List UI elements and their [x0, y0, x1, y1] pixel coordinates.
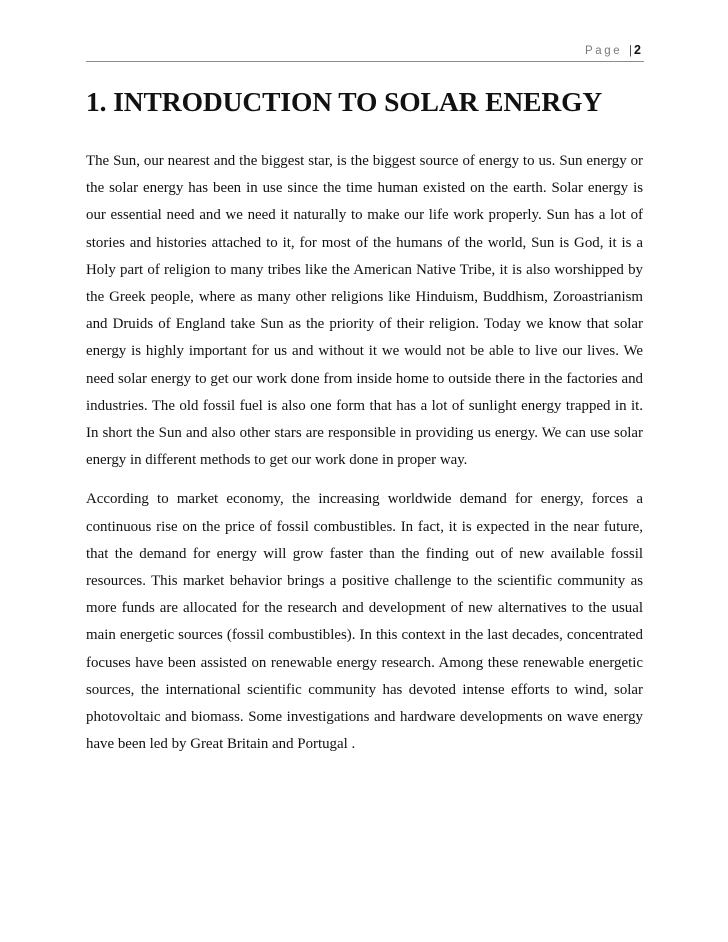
page-number-label [585, 43, 641, 57]
page-number: 2 [634, 43, 641, 57]
page-header [86, 44, 644, 62]
paragraph-2: According to market economy, the increasing worldwide demand for energy, forces a continuous rise on the price of fossil combustibles. In fact, it is expected in the near future, that the demand for energy will grow faster than the finding out of new available fossil resources. This market behavior brings a positive challenge to the scientific community as more funds are allocated for the research and development of new alternatives to the usual main energetic sources (fossil combustibles). In this context in the last decades, concentrated focuses have been assisted on renewable energy research. Among these renewable energetic sources, the international scientific community has devoted intense efforts to wind, solar photovoltaic and biomass. Some investigations and hardware developments on wave energy have been led by Great Britain and Portugal . [86, 491, 643, 753]
paragraph-1: The Sun, our nearest and the biggest star, is the biggest source of energy to us. Sun energy or the solar energy has been in use since the time human existed on the earth. Solar energy is our essential need and we need it naturally to make our life work properly. Sun has a lot of stories and histories attached to it, for most of the humans of the world, Sun is God, it is a Holy part of religion to many tribes like the American Native Tribe, it is also worshipped by the Greek people, where as many other religions like Hinduism, Buddhism, Zoroastrianism and Druids of England take Sun as the priority of their religion. Today we know that solar energy is highly important for us and without it we would not be able to live our lives. We need solar energy to get our work done from inside home to outside there in the factories and industries. The old fossil fuel is also one form that has a lot of sunlight energy trapped in it. In short the Sun and also other stars are responsible in providing us energy. We can use solar energy in different methods to get our work done in proper way. [86, 153, 643, 469]
page-separator: | [629, 45, 633, 57]
section-title: 1. INTRODUCTION TO SOLAR ENERGY [86, 86, 603, 117]
page-label: Page [584, 45, 623, 57]
body-text [86, 148, 643, 758]
